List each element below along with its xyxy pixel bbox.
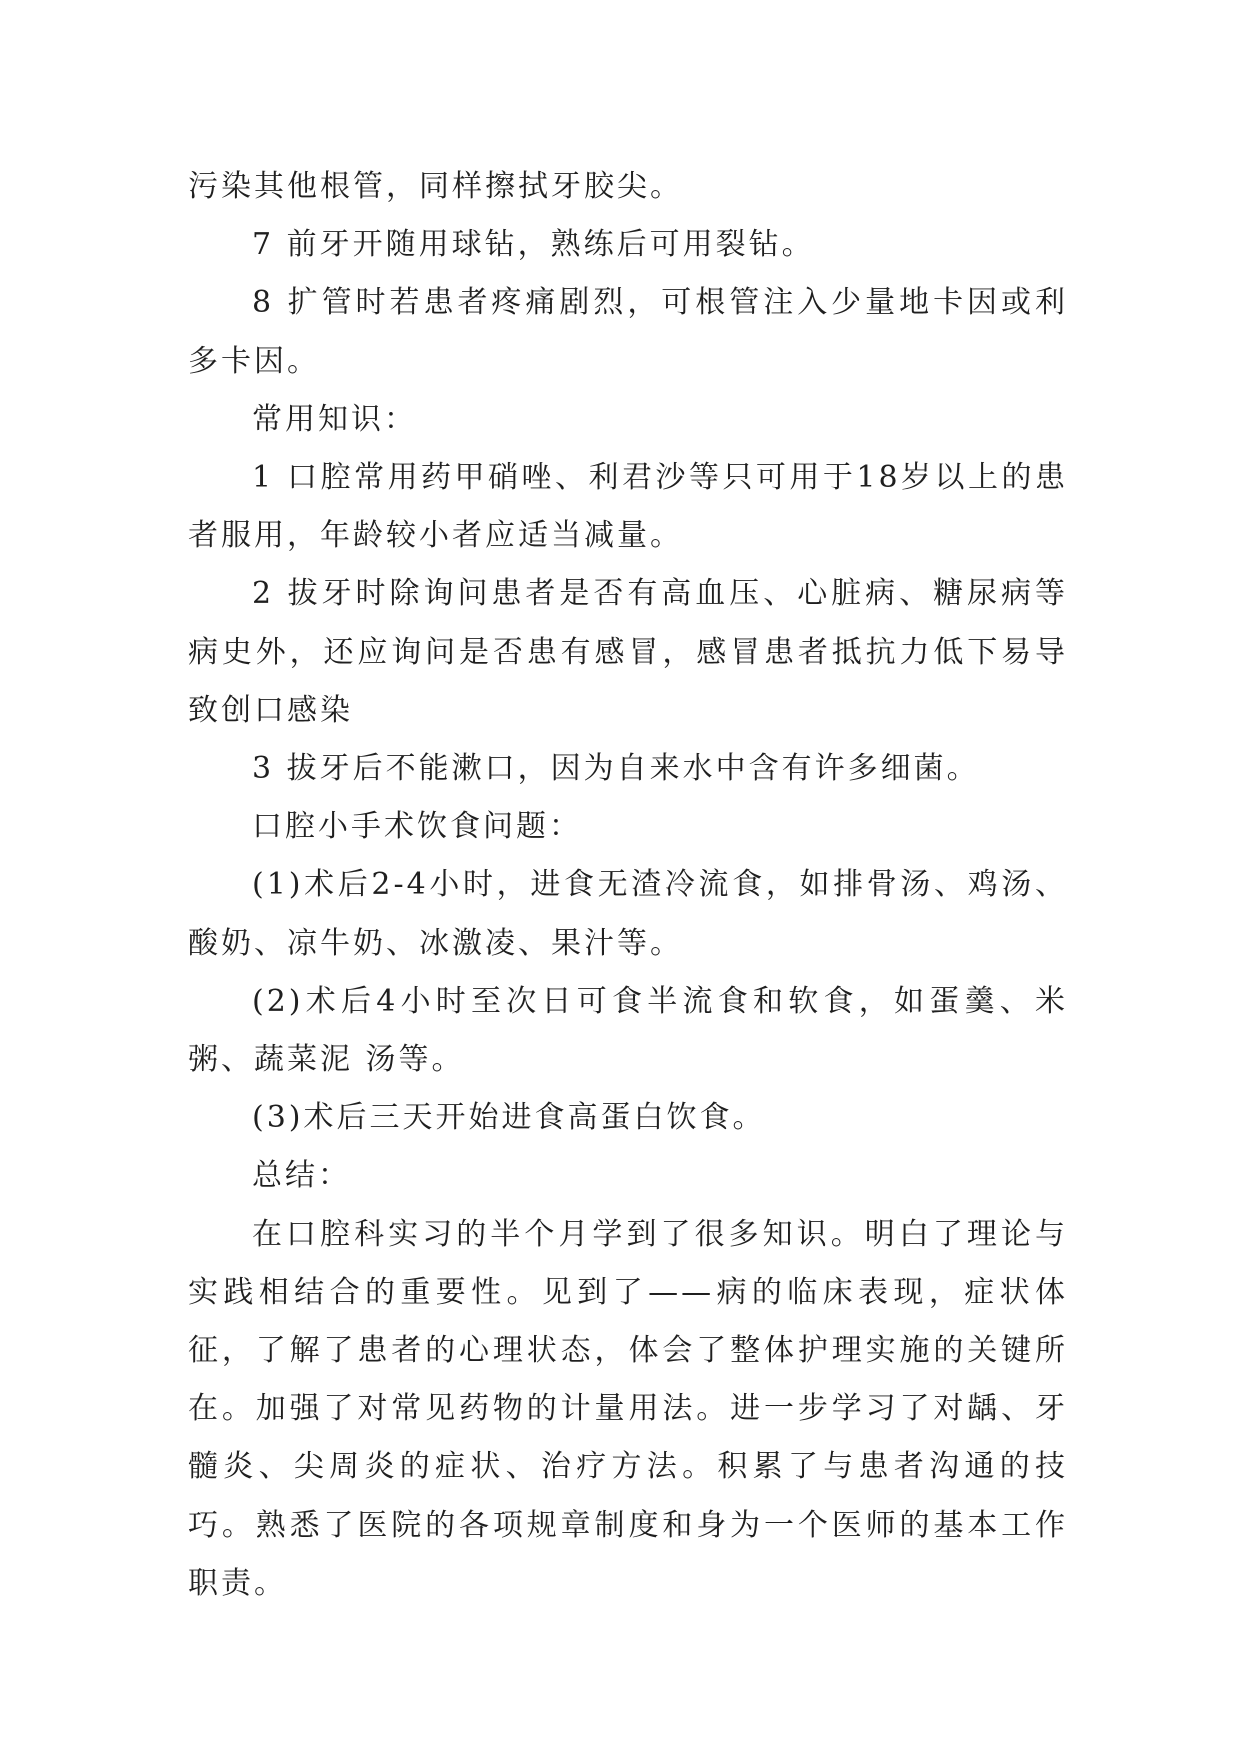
section-heading-common-knowledge: 常用知识： — [252, 401, 417, 437]
paragraph-11: (3)术后三天开始进食高蛋白饮食。 — [252, 1100, 766, 1136]
document-body — [188, 158, 1068, 1613]
paragraph-5: 1 口腔常用药甲硝唑、利君沙等只可用于18岁以上的患者服用，年龄较小者应适当减量。 — [188, 460, 1068, 554]
paragraph-3: 8 扩管时若患者疼痛剧烈，可根管注入少量地卡因或利多卡因。 — [188, 285, 1068, 379]
section-heading-diet: 口腔小手术饮食问题： — [252, 809, 582, 845]
paragraph-6: 2 拔牙时除询问患者是否有高血压、心脏病、糖尿病等病史外，还应询问是否患有感冒，感冒患者抵抗力低下易导致创口感染 — [188, 576, 1068, 728]
paragraph-summary: 在口腔科实习的半个月学到了很多知识。明白了理论与实践相结合的重要性。见到了——病的临床表现，症状体征，了解了患者的心理状态，体会了整体护理实施的关键所在。加强了对常见药物的计量用法。进一步学习了对龋、牙髓炎、尖周炎的症状、治疗方法。积累了与患者沟通的技巧。熟悉了医院的各项规章制度和身为一个医师的基本工作职责。 — [188, 1216, 1068, 1601]
section-heading-summary: 总结： — [252, 1158, 351, 1194]
paragraph-2: 7 前牙开随用球钻，熟练后可用裂钻。 — [252, 227, 815, 263]
paragraph-9: (1)术后2-4小时，进食无渣冷流食，如排骨汤、鸡汤、酸奶、凉牛奶、冰激凌、果汁等。 — [188, 867, 1068, 961]
paragraph-7: 3 拔牙后不能漱口，因为自来水中含有许多细菌。 — [252, 751, 980, 787]
paragraph-10: (2)术后4小时至次日可食半流食和软食，如蛋羹、米粥、蔬菜泥 汤等。 — [188, 983, 1068, 1078]
paragraph-1: 污染其他根管，同样擦拭牙胶尖。 — [188, 169, 683, 204]
